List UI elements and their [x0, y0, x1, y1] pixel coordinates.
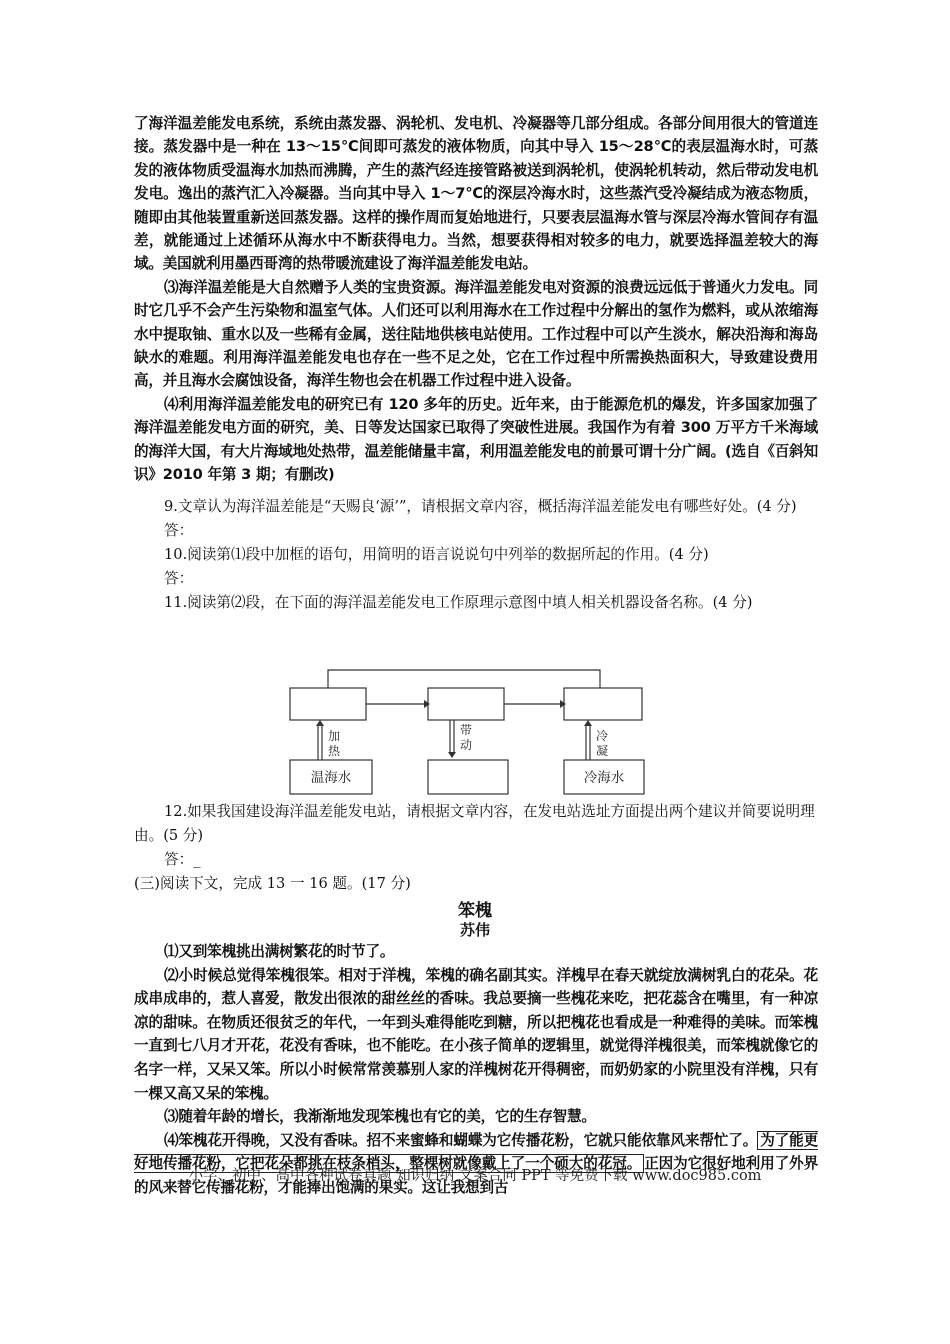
return-loop-line: [328, 670, 600, 688]
question-9: 9.文章认为海洋温差能是“天赐良‘源’”，请根据文章内容，概括海洋温差能发电有哪些好处。(4 分): [164, 498, 797, 515]
question-11: 11.阅读第⑵段，在下面的海洋温差能发电工作原理示意图中填人相关机器设备名称。(4 分): [164, 594, 753, 611]
label-drive-1: 带: [460, 723, 473, 737]
label-condense-1: 冷: [596, 729, 609, 743]
paragraph-4: ⑷利用海洋温差能发电的研究已有 120 多年的历史。近年来，由于能源危机的爆发，许多国家加强了海洋温差能发电方面的研究，美、日等发达国家已取得了突破性进展。我国作为有着 300 万平方千米海域的海洋大国，有大片海域地处热带，温差能储量丰富，利用温差能发电的前景可谓十分广阔。(选自《百斜知识》2010 年第 3 期；有删改): [134, 395, 818, 484]
section-3-heading: (三)阅读下文，完成 13 一 16 题。(17 分): [134, 875, 411, 892]
answer-9-label: 答：: [164, 522, 194, 539]
diagram-box-blank: [428, 760, 508, 794]
paragraph-2-continued: 了海洋温差能发电系统，系统由蒸发器、涡轮机、发电机、冷凝器等几部分组成。各部分间用很大的管道连接。蒸发器中是一种在 13～15℃间即可蒸发的液体物质，向其中导入 15～28℃的表层温海水时，可蒸发的液体物质受温海水加热而沸腾，产生的蒸汽经连接管路被送到涡轮机，使涡轮机转动，然后带动发电机发电。逸出的蒸汽汇入冷凝器。当向其中导入 1～7℃的深层冷海水时，这些蒸汽受冷凝结成为液态物质，随即由其他装置重新送回蒸发器。这样的操作周而复始地进行，只要表层温海水管与深层冷海水管间存有温差，就能通过上述循环从海水中不断获得电力。当然，想要获得相对较多的电力，就要选择温差较大的海域。美国就利用墨西哥湾的热带暖流建设了海洋温差能发电站。: [134, 115, 818, 273]
arrowhead-2: [560, 700, 566, 708]
answer-12-label: 答：_: [164, 851, 201, 868]
story-author: 苏伟: [459, 921, 490, 939]
diagram-box-2: [428, 688, 504, 720]
diagram-box-3: [564, 688, 642, 720]
story-p4-start: ⑷笨槐花开得晚，又没有香味。招不来蜜蜂和蝴蝶为它传播花粉，它就只能依靠风来帮忙了。: [164, 1131, 758, 1149]
arrowhead-heat: [316, 720, 324, 726]
label-condense-2: 凝: [596, 744, 609, 758]
label-drive-2: 动: [460, 738, 473, 752]
story-paragraph-1: ⑴又到笨槐挑出满树繁花的时节了。: [164, 943, 395, 960]
question-12: 12.如果我国建设海洋温差能发电站，请根据文章内容，在发电站选址方面提出两个建议并简要说明理由。(5 分): [134, 803, 815, 844]
paragraph-3: ⑶海洋温差能是大自然赠予人类的宝贵资源。海洋温差能发电对资源的浪费远远低于普通火力发电。同时它几乎不会产生污染物和温室气体。人们还可以利用海水在工作过程中分解出的氢作为燃料，或从浓缩海水中提取铀、重水以及一些稀有金属，送往陆地供核电站使用。工作过程中可以产生淡水，解决沿海和海岛缺水的难题。利用海洋温差能发电也存在一些不足之处，它在工作过程中所需换热面积大，导致建设费用高，并且海水会腐蚀设备，海洋生物也会在机器工作过程中进入设备。: [134, 278, 818, 390]
story-p4-end: 正因为它很好地利用了外界的风来替它传播花粉，才能捧出饱满的果实。这让我想到古: [134, 1155, 818, 1196]
otec-diagram: [280, 660, 660, 800]
question-12-block: [134, 800, 818, 872]
arrowhead-1: [424, 700, 430, 708]
questions-9-11: [134, 495, 818, 615]
footer-banner: 小学、初中、高中各种试卷真题 知识归纳 文案合同 PPT 等免费下载 www.doc985.com: [188, 1168, 762, 1184]
arrowhead-condense: [584, 720, 592, 726]
story-title: 笨槐: [458, 901, 492, 921]
diagram-box-1: [290, 688, 366, 720]
answer-10-label: 答：: [164, 570, 194, 587]
story-body: [134, 940, 818, 1200]
label-warm-water: 温海水: [310, 770, 352, 786]
article-body: [134, 112, 818, 487]
question-10: 10.阅读第⑴段中加框的语句，用简明的语言说说句中列举的数据所起的作用。(4 分): [164, 546, 709, 563]
story-paragraph-3: ⑶随着年龄的增长，我渐渐地发现笨槐也有它的美，它的生存智慧。: [164, 1108, 596, 1126]
story-paragraph-2: ⑵小时候总觉得笨槐很笨。相对于洋槐，笨槐的确名副其实。洋槐早在春天就绽放满树乳白的花朵。花成串成串的，惹人喜爱，散发出很浓的甜丝丝的香味。我总要摘一些槐花来吃，把花蕊含在嘴里，有一种凉凉的甜味。在物质还很贫乏的年代，一年到头难得能吃到糖，所以把槐花也看成是一种难得的美味。而笨槐一直到七八月才开花，花没有香味，也不能吃。在小孩子简单的逻辑里，就觉得洋槐很美，而笨槐就像它的名字一样，又呆又笨。所以小时候常常羡慕别人家的洋槐树花开得稠密，而奶奶家的小院里没有洋槐，只有一棵又高又呆的笨槐。: [134, 966, 818, 1102]
label-heat-1: 加: [328, 729, 341, 743]
arrowhead-drive: [448, 752, 456, 758]
label-cold-water: 冷海水: [583, 770, 625, 786]
label-heat-2: 热: [328, 744, 341, 758]
boxed-sentence: 为了能更好地传播花粉，它把花朵都挑在枝条梢头，整棵树就像戴上了一个硕大的花冠。: [134, 1131, 819, 1173]
